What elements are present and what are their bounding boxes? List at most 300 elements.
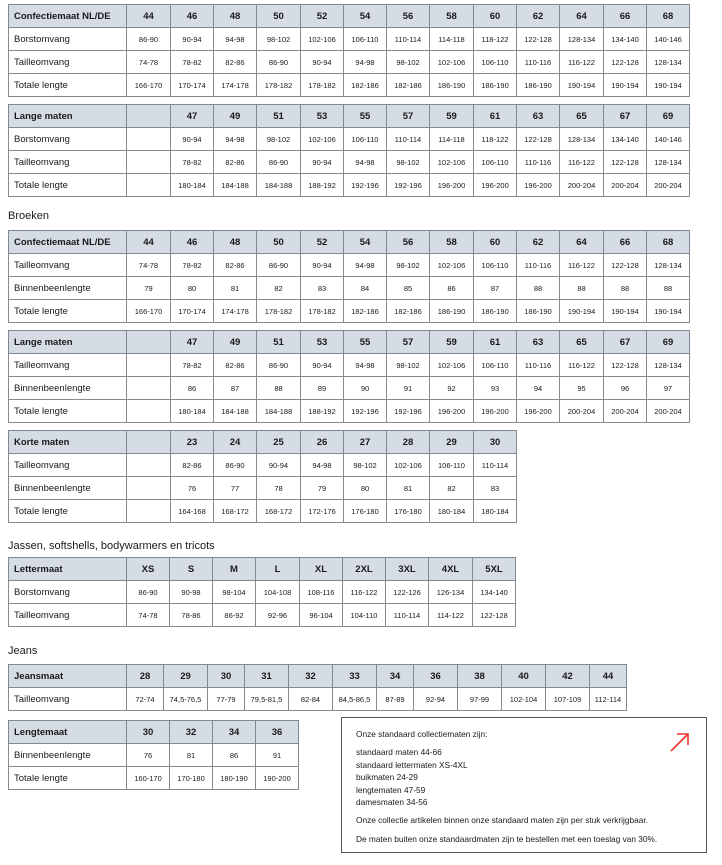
table-cell: 188-192	[301, 400, 344, 423]
table-cell: 86	[430, 277, 474, 300]
table-header-cell: XS	[127, 558, 170, 581]
table-header-cell: 29	[430, 431, 474, 454]
table-header-cell: 57	[387, 331, 430, 354]
table-cell: 180-184	[171, 400, 214, 423]
table-cell: 196-200	[517, 400, 560, 423]
table-cell: 106-110	[344, 128, 387, 151]
table-header-label: Lange maten	[9, 331, 127, 354]
table-cell: 78-82	[171, 354, 214, 377]
table-cell: 92	[430, 377, 474, 400]
table-cell: 98-102	[344, 454, 387, 477]
size-table-korte-maten	[8, 430, 517, 523]
table-header-cell: 31	[245, 665, 289, 688]
table-cell: 110-116	[517, 354, 560, 377]
table-cell: 102-106	[430, 254, 474, 277]
table-cell: 186-190	[474, 74, 517, 97]
table-row	[9, 51, 690, 74]
table-cell: 122-128	[604, 151, 647, 174]
table-cell: 86-92	[213, 604, 256, 627]
table-cell: 78-86	[170, 604, 213, 627]
table-header-label: Confectiemaat NL/DE	[9, 231, 127, 254]
table-cell: 82	[257, 277, 301, 300]
table-row	[9, 300, 690, 323]
table-cell: 128-134	[647, 254, 690, 277]
table-header-cell	[127, 331, 171, 354]
note-item: damesmaten 34-56	[356, 797, 428, 808]
table-cell: 94-98	[214, 28, 257, 51]
table-cell: 122-128	[604, 51, 647, 74]
table-row	[9, 28, 690, 51]
table-cell: 196-200	[517, 174, 560, 197]
table-cell: 91	[387, 377, 430, 400]
table-cell: 97	[647, 377, 690, 400]
table-cell: 114-118	[430, 28, 474, 51]
table-header-cell: 46	[171, 231, 214, 254]
row-label: Totale lengte	[9, 767, 127, 790]
table-header-cell: 42	[546, 665, 590, 688]
table-cell	[127, 354, 171, 377]
table-cell: 88	[517, 277, 560, 300]
table-cell: 98-102	[387, 51, 430, 74]
table-header-cell: 3XL	[386, 558, 429, 581]
table-cell: 77	[214, 477, 257, 500]
table-cell: 78-82	[171, 254, 214, 277]
table-cell: 80	[344, 477, 387, 500]
table-header-cell: 48	[214, 231, 257, 254]
table-cell: 182-186	[387, 300, 430, 323]
table-header-cell: 50	[257, 5, 301, 28]
table-cell: 190-194	[560, 74, 604, 97]
table-cell: 106-110	[474, 254, 517, 277]
table-cell: 90-98	[170, 581, 213, 604]
table-cell: 90-94	[301, 254, 344, 277]
table-header-label: Confectiemaat NL/DE	[9, 5, 127, 28]
table-cell: 110-114	[474, 454, 517, 477]
table-cell: 166-170	[127, 300, 171, 323]
table-cell: 190-194	[647, 74, 690, 97]
table-header-cell: 60	[474, 5, 517, 28]
table-header-cell: 36	[414, 665, 458, 688]
table-header-cell: 65	[560, 331, 604, 354]
table-header-label: Jeansmaat	[9, 665, 127, 688]
table-header-cell: 59	[430, 331, 474, 354]
table-cell: 87-89	[377, 688, 414, 711]
table-cell: 128-134	[647, 51, 690, 74]
table-header-cell: 44	[127, 231, 171, 254]
table-cell: 96-104	[300, 604, 343, 627]
table-header-row	[9, 231, 690, 254]
table-cell: 95	[560, 377, 604, 400]
table-header-cell: 4XL	[429, 558, 473, 581]
table-cell: 110-116	[517, 254, 560, 277]
table-cell: 170-180	[170, 767, 213, 790]
section-title-broeken: Broeken	[8, 210, 49, 222]
size-table-lengtemaat	[8, 720, 299, 790]
table-cell: 168-172	[214, 500, 257, 523]
table-cell: 98-102	[387, 354, 430, 377]
table-cell: 102-104	[502, 688, 546, 711]
table-cell: 74-78	[127, 51, 171, 74]
table-cell: 184-188	[257, 400, 301, 423]
section-title-jassen: Jassen, softshells, bodywarmers en tricots	[8, 540, 215, 552]
table-header-cell: 47	[171, 331, 214, 354]
table-cell: 93	[474, 377, 517, 400]
table-header-cell: 30	[474, 431, 517, 454]
table-cell: 192-196	[344, 400, 387, 423]
table-cell: 122-128	[517, 28, 560, 51]
table-cell: 96	[604, 377, 647, 400]
table-header-row	[9, 431, 517, 454]
table-cell: 90-94	[301, 151, 344, 174]
table-header-cell: 56	[387, 5, 430, 28]
table-cell: 186-190	[430, 74, 474, 97]
table-cell: 72-74	[127, 688, 164, 711]
table-header-row	[9, 5, 690, 28]
table-header-cell: 53	[301, 331, 344, 354]
table-cell: 180-184	[430, 500, 474, 523]
table-cell: 190-194	[604, 300, 647, 323]
table-cell: 140-146	[647, 28, 690, 51]
table-cell	[127, 477, 171, 500]
table-cell: 122-128	[517, 128, 560, 151]
row-label: Tailleomvang	[9, 688, 127, 711]
table-cell: 190-194	[560, 300, 604, 323]
table-cell: 94-98	[214, 128, 257, 151]
table-header-row	[9, 665, 627, 688]
table-header-cell: 49	[214, 331, 257, 354]
row-label: Totale lengte	[9, 500, 127, 523]
table-cell: 94-98	[344, 151, 387, 174]
row-label: Tailleomvang	[9, 254, 127, 277]
table-cell: 190-194	[647, 300, 690, 323]
table-cell: 94-98	[301, 454, 344, 477]
table-cell: 86	[171, 377, 214, 400]
table-cell: 110-116	[517, 151, 560, 174]
table-header-label: Korte maten	[9, 431, 127, 454]
table-cell: 190-194	[604, 74, 647, 97]
table-cell: 88	[647, 277, 690, 300]
table-cell: 128-134	[560, 128, 604, 151]
table-cell: 110-116	[517, 51, 560, 74]
size-table-jeansmaat	[8, 664, 627, 711]
table-cell: 78-82	[171, 51, 214, 74]
table-cell: 86-90	[257, 254, 301, 277]
table-cell: 74-78	[127, 254, 171, 277]
table-cell: 98-102	[387, 254, 430, 277]
table-cell: 88	[604, 277, 647, 300]
table-cell: 172-176	[301, 500, 344, 523]
size-table-confectie-broeken	[8, 230, 690, 323]
row-label: Binnenbeenlengte	[9, 477, 127, 500]
table-cell: 128-134	[647, 151, 690, 174]
note-intro: Onze standaard collectiematen zijn:	[356, 729, 488, 739]
table-header-cell: 50	[257, 231, 301, 254]
table-header-cell: XL	[300, 558, 343, 581]
table-cell: 82-86	[214, 254, 257, 277]
table-cell: 106-110	[344, 28, 387, 51]
table-cell: 186-190	[517, 300, 560, 323]
table-cell: 128-134	[647, 354, 690, 377]
note-item: buikmaten 24-29	[356, 772, 418, 783]
table-cell: 180-184	[171, 174, 214, 197]
table-cell: 83	[474, 477, 517, 500]
table-header-cell: 68	[647, 231, 690, 254]
table-cell: 200-204	[647, 400, 690, 423]
table-cell: 192-196	[344, 174, 387, 197]
table-cell: 86-90	[127, 28, 171, 51]
row-label: Tailleomvang	[9, 354, 127, 377]
table-header-cell: 60	[474, 231, 517, 254]
table-cell: 106-110	[474, 151, 517, 174]
table-header-cell: 64	[560, 231, 604, 254]
table-header-cell: 63	[517, 105, 560, 128]
table-cell: 84	[344, 277, 387, 300]
table-header-cell: 33	[333, 665, 377, 688]
table-cell: 94-98	[344, 354, 387, 377]
table-header-cell: 44	[590, 665, 627, 688]
table-cell: 79	[127, 277, 171, 300]
table-header-cell: L	[256, 558, 300, 581]
table-cell: 78-82	[171, 151, 214, 174]
table-cell: 94-98	[344, 51, 387, 74]
table-cell: 184-188	[214, 400, 257, 423]
table-cell: 118-122	[474, 28, 517, 51]
table-cell: 116-122	[560, 354, 604, 377]
table-cell: 200-204	[560, 400, 604, 423]
table-header-cell: 30	[208, 665, 245, 688]
table-cell: 122-128	[604, 354, 647, 377]
table-cell	[127, 400, 171, 423]
table-cell: 79,5-81,5	[245, 688, 289, 711]
table-cell: 186-190	[474, 300, 517, 323]
table-cell: 86-90	[127, 581, 170, 604]
table-cell: 86-90	[257, 51, 301, 74]
table-header-cell: 27	[344, 431, 387, 454]
table-cell: 174-178	[214, 74, 257, 97]
table-header-cell: 55	[344, 105, 387, 128]
table-header-cell: 63	[517, 331, 560, 354]
table-cell: 102-106	[430, 354, 474, 377]
table-cell: 196-200	[430, 400, 474, 423]
table-cell: 114-122	[429, 604, 473, 627]
table-header-cell: S	[170, 558, 213, 581]
table-cell: 87	[214, 377, 257, 400]
table-cell: 176-180	[387, 500, 430, 523]
table-header-cell: 44	[127, 5, 171, 28]
table-row	[9, 477, 517, 500]
table-cell: 85	[387, 277, 430, 300]
table-header-cell	[127, 431, 171, 454]
table-cell: 180-190	[213, 767, 256, 790]
table-cell: 128-134	[560, 28, 604, 51]
table-cell: 74-78	[127, 604, 170, 627]
table-header-cell: 5XL	[473, 558, 516, 581]
table-cell: 88	[560, 277, 604, 300]
table-cell: 178-182	[301, 74, 344, 97]
table-header-label: Lange maten	[9, 105, 127, 128]
table-cell: 88	[257, 377, 301, 400]
table-header-cell: 38	[458, 665, 502, 688]
table-header-cell: 65	[560, 105, 604, 128]
table-cell: 196-200	[430, 174, 474, 197]
table-cell: 82-86	[171, 454, 214, 477]
table-cell: 106-110	[474, 51, 517, 74]
table-cell: 98-102	[257, 28, 301, 51]
note-line-1: Onze collectie artikelen binnen onze standaard maten zijn per stuk verkrijgbaar.	[356, 815, 648, 826]
table-header-cell: 56	[387, 231, 430, 254]
table-header-cell: 28	[387, 431, 430, 454]
table-header-row	[9, 721, 299, 744]
table-header-cell: 52	[301, 5, 344, 28]
table-cell: 192-196	[387, 400, 430, 423]
table-header-cell: 68	[647, 5, 690, 28]
table-cell	[127, 128, 171, 151]
table-cell: 182-186	[344, 74, 387, 97]
table-cell: 82-86	[214, 51, 257, 74]
table-cell: 90-94	[301, 51, 344, 74]
table-header-cell: 51	[257, 331, 301, 354]
table-cell: 134-140	[473, 581, 516, 604]
table-cell	[127, 151, 171, 174]
table-header-cell: 29	[164, 665, 208, 688]
table-row	[9, 604, 516, 627]
table-header-cell: 52	[301, 231, 344, 254]
table-cell: 94-98	[344, 254, 387, 277]
table-cell: 200-204	[604, 400, 647, 423]
table-cell: 97-99	[458, 688, 502, 711]
table-header-cell: 30	[127, 721, 170, 744]
table-header-cell: 62	[517, 5, 560, 28]
table-cell: 87	[474, 277, 517, 300]
table-cell: 106-110	[474, 354, 517, 377]
table-cell: 84,5-86,5	[333, 688, 377, 711]
note-line-2: De maten buiten onze standaardmaten zijn te bestellen met een toeslag van 30%.	[356, 833, 658, 844]
table-cell: 134-140	[604, 128, 647, 151]
table-cell: 168-172	[257, 500, 301, 523]
size-table-lange-maten-broeken	[8, 330, 690, 423]
table-header-cell: 36	[256, 721, 299, 744]
table-row	[9, 74, 690, 97]
table-header-label: Lettermaat	[9, 558, 127, 581]
table-cell: 92-96	[256, 604, 300, 627]
row-label: Tailleomvang	[9, 151, 127, 174]
table-header-cell: 32	[170, 721, 213, 744]
table-cell: 170-174	[171, 74, 214, 97]
table-cell: 82-86	[214, 151, 257, 174]
table-cell: 81	[214, 277, 257, 300]
table-header-cell: 51	[257, 105, 301, 128]
table-row	[9, 254, 690, 277]
table-cell: 94	[517, 377, 560, 400]
table-cell: 196-200	[474, 400, 517, 423]
table-cell: 186-190	[430, 300, 474, 323]
table-header-cell: 26	[301, 431, 344, 454]
table-row	[9, 377, 690, 400]
row-label: Borstomvang	[9, 28, 127, 51]
table-cell: 102-106	[430, 151, 474, 174]
row-label: Borstomvang	[9, 128, 127, 151]
table-row	[9, 581, 516, 604]
table-cell: 114-118	[430, 128, 474, 151]
info-note-box	[341, 717, 707, 853]
table-cell: 140-146	[647, 128, 690, 151]
table-cell: 112-114	[590, 688, 627, 711]
row-label: Binnenbeenlengte	[9, 277, 127, 300]
table-cell: 166-170	[127, 74, 171, 97]
table-header-cell: 48	[214, 5, 257, 28]
table-header-cell: 66	[604, 5, 647, 28]
table-header-cell: 49	[214, 105, 257, 128]
table-cell: 86	[213, 744, 256, 767]
table-cell: 192-196	[387, 174, 430, 197]
table-cell: 90-94	[257, 454, 301, 477]
table-cell: 78	[257, 477, 301, 500]
table-header-cell: 54	[344, 5, 387, 28]
table-cell: 104-108	[256, 581, 300, 604]
table-cell: 92-94	[414, 688, 458, 711]
table-header-row	[9, 105, 690, 128]
note-item: standaard lettermaten XS-4XL	[356, 759, 468, 770]
row-label: Totale lengte	[9, 174, 127, 197]
table-cell: 102-106	[387, 454, 430, 477]
table-cell: 126-134	[429, 581, 473, 604]
row-label: Binnenbeenlengte	[9, 377, 127, 400]
table-cell	[127, 500, 171, 523]
table-cell	[127, 377, 171, 400]
table-cell: 110-114	[387, 28, 430, 51]
table-cell: 164-168	[171, 500, 214, 523]
table-cell: 134-140	[604, 28, 647, 51]
table-header-cell: 34	[213, 721, 256, 744]
table-cell: 86-90	[214, 454, 257, 477]
table-row	[9, 277, 690, 300]
table-cell: 89	[301, 377, 344, 400]
table-cell: 108-116	[300, 581, 343, 604]
table-header-cell: 69	[647, 105, 690, 128]
table-header-cell: 57	[387, 105, 430, 128]
size-table-lange-maten-bovenkleding	[8, 104, 690, 197]
table-cell: 182-186	[344, 300, 387, 323]
table-header-cell: 59	[430, 105, 474, 128]
table-cell: 82-86	[214, 354, 257, 377]
table-cell: 104-110	[343, 604, 386, 627]
table-cell: 170-174	[171, 300, 214, 323]
table-header-cell: 69	[647, 331, 690, 354]
table-header-cell: 40	[502, 665, 546, 688]
table-header-cell: 53	[301, 105, 344, 128]
table-header-cell: 24	[214, 431, 257, 454]
table-cell: 107-109	[546, 688, 590, 711]
table-cell: 81	[387, 477, 430, 500]
table-header-cell: 67	[604, 105, 647, 128]
table-cell: 196-200	[474, 174, 517, 197]
table-header-cell: 47	[171, 105, 214, 128]
table-row	[9, 688, 627, 711]
table-cell: 116-122	[343, 581, 386, 604]
table-row	[9, 500, 517, 523]
size-table-lettermaat	[8, 557, 516, 627]
table-cell: 86-90	[257, 151, 301, 174]
table-cell: 90	[344, 377, 387, 400]
table-header-cell: 23	[171, 431, 214, 454]
table-cell: 90-94	[301, 354, 344, 377]
table-row	[9, 151, 690, 174]
row-label: Totale lengte	[9, 400, 127, 423]
table-cell: 81	[170, 744, 213, 767]
table-header-cell: 28	[127, 665, 164, 688]
table-header-cell: M	[213, 558, 256, 581]
table-cell: 122-126	[386, 581, 429, 604]
